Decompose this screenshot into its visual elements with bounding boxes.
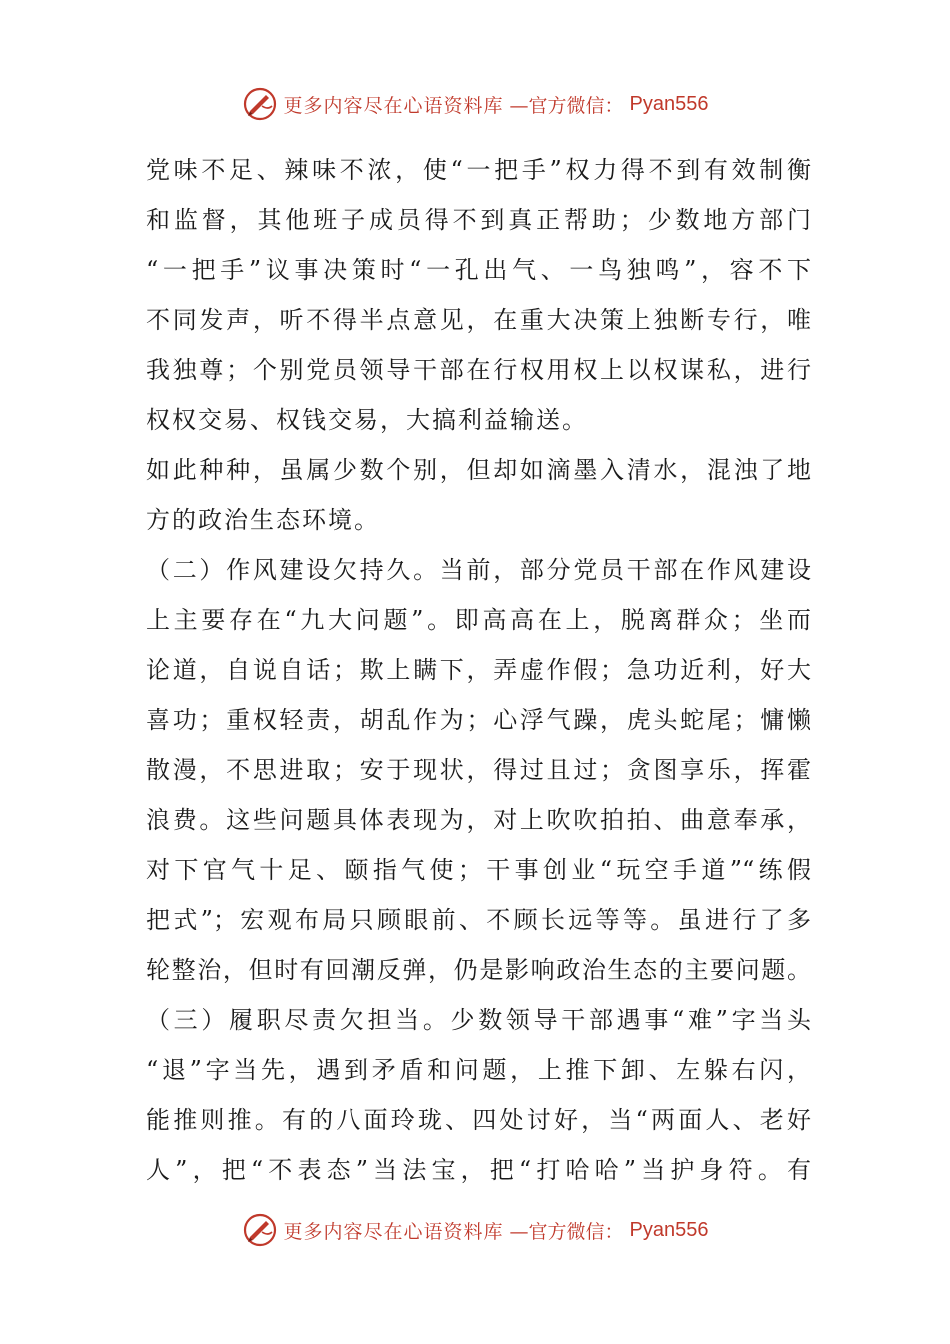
body-line: 轮整治，但时有回潮反弹，仍是影响政治生态的主要问题。 (146, 956, 811, 984)
body-line: “退”字当先，遇到矛盾和问题，上推下卸、左躲右闪， (146, 1056, 811, 1084)
body-line: 浪费。这些问题具体表现为，对上吹吹拍拍、曲意奉承， (146, 806, 811, 834)
banner-title: 更多内容尽在心语资料库 (283, 94, 504, 117)
body-line: 人”，把“不表态”当法宝，把“打哈哈”当护身符。有 (146, 1156, 811, 1184)
body-line: 我独尊；个别党员领导干部在行权用权上以权谋私，进行 (146, 356, 811, 384)
body-line: 如此种种，虽属少数个别，但却如滴墨入清水，混浊了地 (146, 456, 811, 484)
body-line: 对下官气十足、颐指气使；干事创业“玩空手道”“练假 (146, 856, 811, 884)
banner-title: 更多内容尽在心语资料库 (283, 1220, 504, 1243)
banner-wechat-id: Pyan556 (629, 1218, 709, 1241)
header-banner (0, 82, 950, 126)
body-line: 和监督，其他班子成员得不到真正帮助；少数地方部门 (146, 206, 811, 234)
body-line: “一把手”议事决策时“一孔出气、一鸟独鸣”，容不下 (146, 256, 811, 284)
body-line: 论道，自说自话；欺上瞒下，弄虚作假；急功近利，好大 (146, 656, 811, 684)
pen-circle-icon (242, 1212, 278, 1248)
document-body (146, 145, 811, 1195)
body-line: 散漫，不思进取；安于现状，得过且过；贪图享乐，挥霍 (146, 756, 811, 784)
body-line: （三）履职尽责欠担当。少数领导干部遇事“难”字当头 (146, 1006, 811, 1034)
body-line: 能推则推。有的八面玲珑、四处讨好，当“两面人、老好 (146, 1106, 811, 1134)
body-line: 把式”；宏观布局只顾眼前、不顾长远等等。虽进行了多 (146, 906, 811, 934)
footer-banner (0, 1208, 950, 1252)
body-line: 方的政治生态环境。 (146, 506, 380, 534)
body-line: 喜功；重权轻责，胡乱作为；心浮气躁，虎头蛇尾；慵懒 (146, 706, 811, 734)
banner-separator: —官方微信： (509, 1220, 624, 1243)
pen-circle-icon (242, 86, 278, 122)
body-line: 上主要存在“九大问题”。即高高在上，脱离群众；坐而 (146, 606, 811, 634)
body-line: 权权交易、权钱交易，大搞利益输送。 (146, 406, 588, 434)
body-line: （二）作风建设欠持久。当前，部分党员干部在作风建设 (146, 556, 811, 584)
banner-separator: —官方微信： (509, 94, 624, 117)
banner-wechat-id: Pyan556 (629, 92, 709, 115)
body-line: 不同发声，听不得半点意见，在重大决策上独断专行，唯 (146, 306, 811, 334)
body-line: 党味不足、辣味不浓，使“一把手”权力得不到有效制衡 (146, 156, 811, 184)
